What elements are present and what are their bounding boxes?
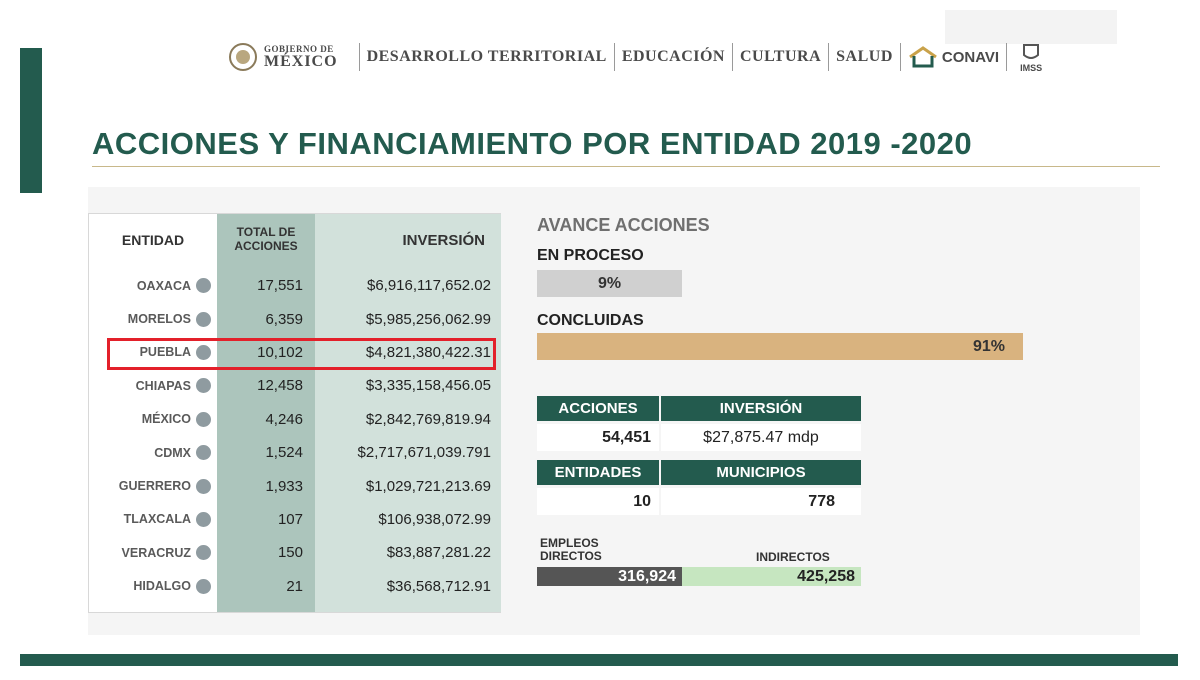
imss-label: IMSS [1020,63,1043,73]
empleos-indirectos-label: INDIRECTOS [756,550,830,564]
inversion-cell: $2,842,769,819.94 [365,410,491,428]
state-name: PUEBLA [139,345,191,360]
highlight-box-puebla [107,338,496,370]
header-divider [359,43,360,71]
avance-title: AVANCE ACCIONES [537,215,710,235]
page-title: ACCIONES Y FINANCIAMIENTO POR ENTIDAD 2019 -2020 [92,126,973,161]
empleos-label-line1: EMPLEOS [540,536,599,550]
inversion-cell: $2,717,671,039.791 [357,444,491,462]
header-item-desarrollo-territorial: DESARROLLO TERRITORIAL [366,48,607,65]
state-map-icon [196,312,211,327]
inversion-value: $27,875.47 mdp [661,424,861,451]
inversion-cell: $1,029,721,213.69 [365,477,491,495]
state-map-icon [196,445,211,460]
eagle-emblem-icon [228,42,258,72]
en-proceso-label: EN PROCESO [537,247,644,264]
header-item-cultura: CULTURA [739,48,822,65]
inversion-cell: $106,938,072.99 [378,510,491,528]
table-row [89,503,500,536]
municipios-header: MUNICIPIOS [661,460,861,485]
imss-emblem-icon [1020,41,1042,63]
inversion-cell: $4,821,380,422.31 [365,343,491,361]
header-item-educacion: EDUCACIÓN [621,48,725,65]
inversion-cell: $3,335,158,456.05 [365,377,491,395]
municipios-value: 778 [661,488,861,515]
state-map-icon [196,512,211,527]
header-divider [732,43,733,71]
conavi-logo [908,45,999,69]
concluidas-bar [537,333,1023,360]
state-name: CDMX [154,445,191,460]
empleos-indirectos-value: 425,258 [797,567,855,585]
table-row [89,369,500,402]
empleos-directos-bar [537,567,682,586]
state-cell [89,469,217,502]
state-name: CHIAPAS [135,378,191,393]
state-name: GUERRERO [118,479,191,494]
header-divider [1006,43,1007,71]
header-divider [900,43,901,71]
state-map-icon [196,545,211,560]
state-name: OAXACA [136,278,191,293]
entidades-header: ENTIDADES [537,460,659,485]
state-cell [89,403,217,436]
conavi-label: CONAVI [941,48,1000,66]
state-map-icon [196,378,211,393]
inversion-cell: $36,568,712.91 [386,577,491,595]
header-logos [228,40,1042,74]
inversion-cell: $5,985,256,062.99 [365,310,491,328]
acciones-cell: 17,551 [257,277,303,295]
acciones-value: 54,451 [537,424,659,451]
state-cell [89,536,217,569]
header-entidad: ENTIDAD [121,232,185,248]
state-name: VERACRUZ [121,545,191,560]
state-map-icon [196,479,211,494]
state-map-icon [196,278,211,293]
house-icon [908,45,938,69]
acciones-cell: 107 [277,510,303,528]
table-row [89,269,500,302]
entidades-value: 10 [537,488,659,515]
acciones-cell: 1,933 [265,477,303,495]
en-proceso-value: 9% [597,274,622,292]
state-name: HIDALGO [133,579,191,594]
state-name: TLAXCALA [123,512,191,527]
table-row [89,436,500,469]
acciones-cell: 4,246 [265,410,303,428]
acciones-cell: 10,102 [257,343,303,361]
concluidas-label: CONCLUIDAS [537,312,644,329]
state-cell [89,570,217,603]
inversion-cell: $83,887,281.22 [386,544,491,562]
table-row [89,536,500,569]
empleos-directos-label [540,537,602,563]
left-accent-bar [20,48,42,193]
state-map-icon [196,412,211,427]
en-proceso-bar [537,270,682,297]
state-name: MÉXICO [141,412,191,427]
state-cell [89,503,217,536]
header-divider [828,43,829,71]
table-row [89,469,500,502]
acciones-cell: 21 [286,577,303,595]
acciones-cell: 6,359 [265,310,303,328]
acciones-cell: 12,458 [257,377,303,395]
header-inversion: INVERSIÓN [402,231,485,249]
state-table [88,213,501,613]
state-cell [89,269,217,302]
table-row [89,302,500,335]
state-name: MORELOS [127,312,191,327]
mexico-label: MÉXICO [264,52,338,70]
state-cell [89,436,217,469]
imss-logo [1020,41,1042,73]
concluidas-value: 91% [972,337,1005,355]
background-placeholder [945,10,1117,44]
header-total-acciones [217,214,315,266]
empleos-label-line2: DIRECTOS [540,549,602,564]
gobierno-mexico-logo [228,42,338,72]
header-total-line2: ACCIONES [234,239,298,253]
acciones-cell: 150 [277,544,303,562]
empleos-indirectos-bar [682,567,861,586]
title-underline [92,166,1160,167]
header-item-salud: SALUD [836,48,893,65]
state-cell [89,302,217,335]
inversion-header: INVERSIÓN [661,396,861,421]
inversion-cell: $6,916,117,652.02 [366,277,491,295]
acciones-header: ACCIONES [537,396,659,421]
empleos-directos-value: 316,924 [618,567,676,585]
table-row [89,403,500,436]
state-cell [89,369,217,402]
acciones-cell: 1,524 [265,444,303,462]
header-total-line1: TOTAL DE [236,225,296,240]
table-row [89,570,500,603]
bottom-accent-bar [20,654,1178,666]
header-divider [614,43,615,71]
table-body [89,269,500,603]
state-map-icon [196,579,211,594]
gobierno-label: GOBIERNO DE [264,43,334,54]
